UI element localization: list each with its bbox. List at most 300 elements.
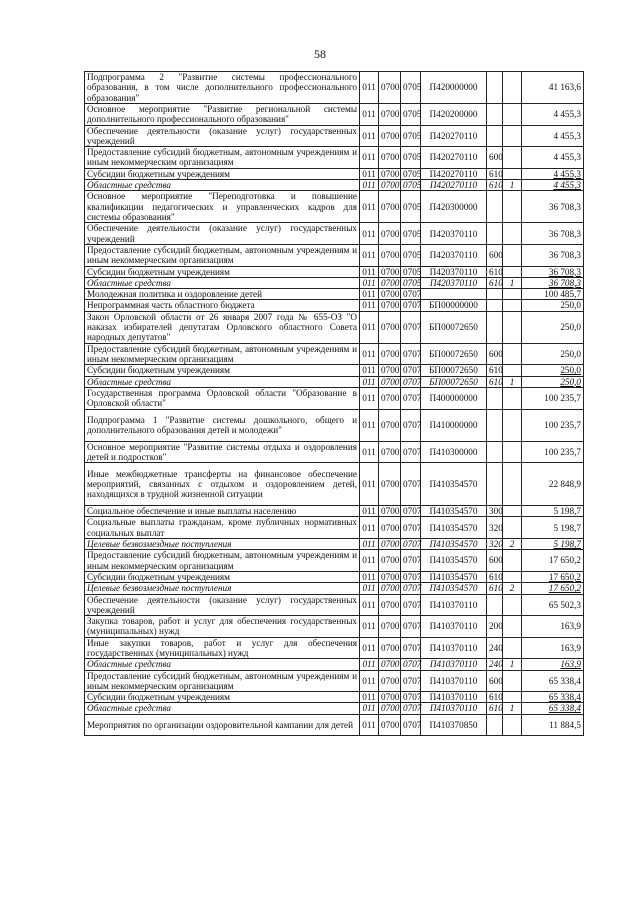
subsection-code: 0707 xyxy=(401,311,421,343)
ministry-code: 011 xyxy=(360,571,379,582)
funding-source-code: 1 xyxy=(503,180,522,191)
subsection-code: 0705 xyxy=(401,191,421,223)
section-code: 0700 xyxy=(379,376,401,387)
ministry-code: 011 xyxy=(360,409,379,441)
section-code: 0700 xyxy=(379,550,401,572)
row-name: Областные средства xyxy=(85,277,360,288)
table-row xyxy=(85,72,584,104)
section-code: 0700 xyxy=(379,703,401,714)
funding-source-code xyxy=(503,343,522,365)
funding-source-code: 1 xyxy=(503,659,522,670)
table-row xyxy=(85,223,584,245)
amount: 17 650,2 xyxy=(522,571,584,582)
table-row xyxy=(85,583,584,594)
target-article-code: П410354570 xyxy=(421,583,487,594)
subsection-code: 0707 xyxy=(401,409,421,441)
table-row xyxy=(85,343,584,365)
row-name: Субсидии бюджетным учреждениям xyxy=(85,266,360,277)
subsection-code: 0707 xyxy=(401,343,421,365)
expense-type-code xyxy=(487,311,503,343)
expense-type-code: 610 xyxy=(487,365,503,376)
table-row xyxy=(85,506,584,517)
subsection-code: 0707 xyxy=(401,365,421,376)
expense-type-code xyxy=(487,125,503,147)
amount: 36 708,3 xyxy=(522,244,584,266)
subsection-code: 0707 xyxy=(401,289,421,300)
table-row xyxy=(85,147,584,169)
target-article-code: БП00072650 xyxy=(421,365,487,376)
table-row xyxy=(85,191,584,223)
section-code: 0700 xyxy=(379,517,401,539)
amount: 250,0 xyxy=(522,343,584,365)
amount: 36 708,3 xyxy=(522,223,584,245)
table-row xyxy=(85,571,584,582)
target-article-code: П410370850 xyxy=(421,714,487,735)
expense-type-code xyxy=(487,714,503,735)
amount: 250,0 xyxy=(522,300,584,311)
row-name: Мероприятия по организации оздоровительной кампании для детей xyxy=(85,714,360,735)
expense-type-code: 600 xyxy=(487,550,503,572)
funding-source-code xyxy=(503,714,522,735)
expense-type-code xyxy=(487,463,503,506)
funding-source-code xyxy=(503,125,522,147)
target-article-code: П410354570 xyxy=(421,539,487,550)
funding-source-code xyxy=(503,191,522,223)
table-row xyxy=(85,180,584,191)
expense-type-code xyxy=(487,104,503,126)
target-article-code: П420270110 xyxy=(421,180,487,191)
expense-type-code: 600 xyxy=(487,670,503,692)
section-code: 0700 xyxy=(379,168,401,179)
budget-table xyxy=(84,71,584,736)
funding-source-code xyxy=(503,311,522,343)
target-article-code: П410370110 xyxy=(421,692,487,703)
table-row xyxy=(85,266,584,277)
row-name: Подпрограмма 1 "Развитие системы дошкольного, общего и дополнительного образования детей и молодежи" xyxy=(85,409,360,441)
expense-type-code: 610 xyxy=(487,168,503,179)
amount: 250,0 xyxy=(522,376,584,387)
row-name: Непрограммная часть областного бюджета xyxy=(85,300,360,311)
section-code: 0700 xyxy=(379,463,401,506)
expense-type-code: 610 xyxy=(487,703,503,714)
ministry-code: 011 xyxy=(360,637,379,659)
expense-type-code: 610 xyxy=(487,376,503,387)
row-name: Молодежная политика и оздоровление детей xyxy=(85,289,360,300)
row-name: Субсидии бюджетным учреждениям xyxy=(85,692,360,703)
row-name: Основное мероприятие "Переподготовка и повышение квалификации педагогических и управленческих кадров для системы образования" xyxy=(85,191,360,223)
amount: 250,0 xyxy=(522,365,584,376)
row-name: Социальные выплаты гражданам, кроме публичных нормативных социальных выплат xyxy=(85,517,360,539)
section-code: 0700 xyxy=(379,147,401,169)
subsection-code: 0707 xyxy=(401,692,421,703)
ministry-code: 011 xyxy=(360,168,379,179)
ministry-code: 011 xyxy=(360,300,379,311)
amount: 36 708,3 xyxy=(522,191,584,223)
row-name: Обеспечение деятельности (оказание услуг) государственных учреждений xyxy=(85,223,360,245)
section-code: 0700 xyxy=(379,104,401,126)
target-article-code: П420270110 xyxy=(421,125,487,147)
table-row xyxy=(85,277,584,288)
ministry-code: 011 xyxy=(360,180,379,191)
subsection-code: 0707 xyxy=(401,517,421,539)
section-code: 0700 xyxy=(379,365,401,376)
funding-source-code xyxy=(503,244,522,266)
target-article-code: П420370110 xyxy=(421,266,487,277)
subsection-code: 0705 xyxy=(401,244,421,266)
table-row xyxy=(85,692,584,703)
ministry-code: 011 xyxy=(360,463,379,506)
expense-type-code xyxy=(487,409,503,441)
target-article-code: П410370110 xyxy=(421,670,487,692)
section-code: 0700 xyxy=(379,223,401,245)
row-name: Обеспечение деятельности (оказание услуг) государственных учреждений xyxy=(85,594,360,616)
ministry-code: 011 xyxy=(360,266,379,277)
section-code: 0700 xyxy=(379,277,401,288)
amount: 4 455,3 xyxy=(522,125,584,147)
expense-type-code: 200 xyxy=(487,616,503,638)
expense-type-code: 610 xyxy=(487,571,503,582)
subsection-code: 0707 xyxy=(401,670,421,692)
amount: 4 455,3 xyxy=(522,180,584,191)
section-code: 0700 xyxy=(379,387,401,409)
row-name: Целевые безвозмездные поступления xyxy=(85,539,360,550)
target-article-code: П400000000 xyxy=(421,387,487,409)
funding-source-code: 2 xyxy=(503,583,522,594)
section-code: 0700 xyxy=(379,266,401,277)
ministry-code: 011 xyxy=(360,244,379,266)
ministry-code: 011 xyxy=(360,517,379,539)
expense-type-code: 320 xyxy=(487,517,503,539)
target-article-code xyxy=(421,289,487,300)
funding-source-code xyxy=(503,670,522,692)
amount: 36 708,3 xyxy=(522,266,584,277)
amount: 4 455,3 xyxy=(522,168,584,179)
table-row xyxy=(85,244,584,266)
amount: 4 455,3 xyxy=(522,104,584,126)
amount: 5 198,7 xyxy=(522,506,584,517)
amount: 100 485,7 xyxy=(522,289,584,300)
budget-table-body xyxy=(85,72,584,736)
section-code: 0700 xyxy=(379,125,401,147)
expense-type-code: 320 xyxy=(487,539,503,550)
table-row xyxy=(85,441,584,463)
amount: 65 338,4 xyxy=(522,692,584,703)
expense-type-code: 240 xyxy=(487,637,503,659)
funding-source-code: 1 xyxy=(503,277,522,288)
section-code: 0700 xyxy=(379,583,401,594)
section-code: 0700 xyxy=(379,191,401,223)
ministry-code: 011 xyxy=(360,387,379,409)
section-code: 0700 xyxy=(379,670,401,692)
amount: 17 650,2 xyxy=(522,583,584,594)
subsection-code: 0707 xyxy=(401,300,421,311)
ministry-code: 011 xyxy=(360,311,379,343)
funding-source-code xyxy=(503,550,522,572)
amount: 41 163,6 xyxy=(522,72,584,104)
ministry-code: 011 xyxy=(360,289,379,300)
amount: 250,0 xyxy=(522,311,584,343)
target-article-code: П410370110 xyxy=(421,637,487,659)
funding-source-code: 2 xyxy=(503,539,522,550)
funding-source-code xyxy=(503,289,522,300)
row-name: Предоставление субсидий бюджетным, автономным учреждениям и иным некоммерческим организациям xyxy=(85,343,360,365)
ministry-code: 011 xyxy=(360,343,379,365)
subsection-code: 0707 xyxy=(401,594,421,616)
funding-source-code xyxy=(503,637,522,659)
ministry-code: 011 xyxy=(360,441,379,463)
row-name: Областные средства xyxy=(85,180,360,191)
ministry-code: 011 xyxy=(360,277,379,288)
ministry-code: 011 xyxy=(360,714,379,735)
expense-type-code xyxy=(487,289,503,300)
expense-type-code: 610 xyxy=(487,692,503,703)
ministry-code: 011 xyxy=(360,147,379,169)
amount: 163,9 xyxy=(522,616,584,638)
target-article-code: П420370110 xyxy=(421,223,487,245)
subsection-code: 0707 xyxy=(401,616,421,638)
table-row xyxy=(85,387,584,409)
expense-type-code: 600 xyxy=(487,147,503,169)
ministry-code: 011 xyxy=(360,583,379,594)
ministry-code: 011 xyxy=(360,376,379,387)
funding-source-code: 1 xyxy=(503,376,522,387)
amount: 163,9 xyxy=(522,659,584,670)
table-row xyxy=(85,539,584,550)
row-name: Предоставление субсидий бюджетным, автономным учреждениям и иным некоммерческим организациям xyxy=(85,670,360,692)
table-row xyxy=(85,517,584,539)
table-row xyxy=(85,365,584,376)
amount: 100 235,7 xyxy=(522,387,584,409)
target-article-code: П410370110 xyxy=(421,703,487,714)
ministry-code: 011 xyxy=(360,191,379,223)
section-code: 0700 xyxy=(379,506,401,517)
section-code: 0700 xyxy=(379,409,401,441)
expense-type-code: 240 xyxy=(487,659,503,670)
section-code: 0700 xyxy=(379,244,401,266)
row-name: Обеспечение деятельности (оказание услуг) государственных учреждений xyxy=(85,125,360,147)
target-article-code: П420000000 xyxy=(421,72,487,104)
row-name: Основное мероприятие "Развитие региональной системы дополнительного профессионального образования" xyxy=(85,104,360,126)
target-article-code: П420300000 xyxy=(421,191,487,223)
table-row xyxy=(85,125,584,147)
ministry-code: 011 xyxy=(360,539,379,550)
row-name: Основное мероприятие "Развитие системы отдыха и оздоровления детей и подростков" xyxy=(85,441,360,463)
target-article-code: П420270110 xyxy=(421,147,487,169)
section-code: 0700 xyxy=(379,659,401,670)
expense-type-code xyxy=(487,223,503,245)
expense-type-code: 600 xyxy=(487,343,503,365)
funding-source-code xyxy=(503,104,522,126)
ministry-code: 011 xyxy=(360,104,379,126)
table-row xyxy=(85,616,584,638)
funding-source-code: 1 xyxy=(503,703,522,714)
section-code: 0700 xyxy=(379,72,401,104)
table-row xyxy=(85,463,584,506)
target-article-code: П410354570 xyxy=(421,463,487,506)
section-code: 0700 xyxy=(379,289,401,300)
target-article-code: БП00072650 xyxy=(421,343,487,365)
funding-source-code xyxy=(503,692,522,703)
row-name: Иные закупки товаров, работ и услуг для обеспечения государственных (муниципальных) нужд xyxy=(85,637,360,659)
funding-source-code xyxy=(503,594,522,616)
subsection-code: 0707 xyxy=(401,441,421,463)
section-code: 0700 xyxy=(379,539,401,550)
amount: 100 235,7 xyxy=(522,409,584,441)
section-code: 0700 xyxy=(379,594,401,616)
target-article-code: П420200000 xyxy=(421,104,487,126)
target-article-code: П420370110 xyxy=(421,277,487,288)
target-article-code: БП00000000 xyxy=(421,300,487,311)
expense-type-code: 610 xyxy=(487,266,503,277)
subsection-code: 0707 xyxy=(401,637,421,659)
table-row xyxy=(85,594,584,616)
target-article-code: П410354570 xyxy=(421,506,487,517)
expense-type-code xyxy=(487,300,503,311)
expense-type-code: 610 xyxy=(487,277,503,288)
row-name: Подпрограмма 2 "Развитие системы профессионального образования, в том числе дополнительного профессионального образования" xyxy=(85,72,360,104)
funding-source-code xyxy=(503,409,522,441)
row-name: Субсидии бюджетным учреждениям xyxy=(85,168,360,179)
funding-source-code xyxy=(503,517,522,539)
target-article-code: П410354570 xyxy=(421,550,487,572)
expense-type-code xyxy=(487,441,503,463)
target-article-code: П420270110 xyxy=(421,168,487,179)
table-row xyxy=(85,703,584,714)
table-row xyxy=(85,168,584,179)
table-row xyxy=(85,104,584,126)
subsection-code: 0707 xyxy=(401,539,421,550)
table-row xyxy=(85,311,584,343)
funding-source-code xyxy=(503,266,522,277)
amount: 11 884,5 xyxy=(522,714,584,735)
funding-source-code xyxy=(503,506,522,517)
ministry-code: 011 xyxy=(360,659,379,670)
amount: 163,9 xyxy=(522,637,584,659)
ministry-code: 011 xyxy=(360,692,379,703)
target-article-code: П410370110 xyxy=(421,594,487,616)
page-number: 58 xyxy=(314,47,326,61)
expense-type-code: 300 xyxy=(487,506,503,517)
subsection-code: 0707 xyxy=(401,550,421,572)
funding-source-code xyxy=(503,463,522,506)
row-name: Предоставление субсидий бюджетным, автономным учреждениям и иным некоммерческим организациям xyxy=(85,244,360,266)
section-code: 0700 xyxy=(379,180,401,191)
funding-source-code xyxy=(503,72,522,104)
funding-source-code xyxy=(503,387,522,409)
amount: 65 338,4 xyxy=(522,670,584,692)
row-name: Закупка товаров, работ и услуг для обеспечения государственных (муниципальных) нужд xyxy=(85,616,360,638)
table-row xyxy=(85,670,584,692)
row-name: Социальное обеспечение и иные выплаты населению xyxy=(85,506,360,517)
subsection-code: 0707 xyxy=(401,583,421,594)
subsection-code: 0705 xyxy=(401,104,421,126)
subsection-code: 0705 xyxy=(401,168,421,179)
table-row xyxy=(85,714,584,735)
amount: 36 708,3 xyxy=(522,277,584,288)
expense-type-code: 610 xyxy=(487,583,503,594)
expense-type-code xyxy=(487,191,503,223)
target-article-code: П410300000 xyxy=(421,441,487,463)
subsection-code: 0705 xyxy=(401,125,421,147)
section-code: 0700 xyxy=(379,616,401,638)
amount: 65 502,3 xyxy=(522,594,584,616)
amount: 100 235,7 xyxy=(522,441,584,463)
row-name: Целевые безвозмездные поступления xyxy=(85,583,360,594)
target-article-code: П410370110 xyxy=(421,616,487,638)
expense-type-code xyxy=(487,387,503,409)
ministry-code: 011 xyxy=(360,616,379,638)
section-code: 0700 xyxy=(379,300,401,311)
row-name: Областные средства xyxy=(85,376,360,387)
ministry-code: 011 xyxy=(360,550,379,572)
ministry-code: 011 xyxy=(360,125,379,147)
funding-source-code xyxy=(503,300,522,311)
amount: 22 848,9 xyxy=(522,463,584,506)
row-name: Государственная программа Орловской области "Образование в Орловской области" xyxy=(85,387,360,409)
target-article-code: П410000000 xyxy=(421,409,487,441)
row-name: Субсидии бюджетным учреждениям xyxy=(85,365,360,376)
target-article-code: БП00072650 xyxy=(421,376,487,387)
ministry-code: 011 xyxy=(360,506,379,517)
subsection-code: 0705 xyxy=(401,147,421,169)
amount: 17 650,2 xyxy=(522,550,584,572)
amount: 5 198,7 xyxy=(522,539,584,550)
table-row xyxy=(85,300,584,311)
subsection-code: 0705 xyxy=(401,72,421,104)
row-name: Иные межбюджетные трансферты на финансовое обеспечение мероприятий, связанных с отдыхом и оздоровлением детей, находящихся в трудной жизненной ситуации xyxy=(85,463,360,506)
table-row xyxy=(85,409,584,441)
section-code: 0700 xyxy=(379,311,401,343)
row-name: Субсидии бюджетным учреждениям xyxy=(85,571,360,582)
section-code: 0700 xyxy=(379,571,401,582)
table-row xyxy=(85,637,584,659)
expense-type-code xyxy=(487,594,503,616)
funding-source-code xyxy=(503,168,522,179)
ministry-code: 011 xyxy=(360,72,379,104)
subsection-code: 0705 xyxy=(401,180,421,191)
expense-type-code: 600 xyxy=(487,244,503,266)
table-row xyxy=(85,376,584,387)
row-name: Областные средства xyxy=(85,659,360,670)
target-article-code: П420370110 xyxy=(421,244,487,266)
section-code: 0700 xyxy=(379,637,401,659)
table-row xyxy=(85,659,584,670)
table-row xyxy=(85,550,584,572)
funding-source-code xyxy=(503,223,522,245)
subsection-code: 0707 xyxy=(401,463,421,506)
section-code: 0700 xyxy=(379,692,401,703)
subsection-code: 0705 xyxy=(401,223,421,245)
section-code: 0700 xyxy=(379,343,401,365)
target-article-code: П410370110 xyxy=(421,659,487,670)
subsection-code: 0707 xyxy=(401,714,421,735)
target-article-code: П410354570 xyxy=(421,517,487,539)
target-article-code: П410354570 xyxy=(421,571,487,582)
subsection-code: 0707 xyxy=(401,376,421,387)
amount: 4 455,3 xyxy=(522,147,584,169)
funding-source-code xyxy=(503,616,522,638)
row-name: Предоставление субсидий бюджетным, автономным учреждениям и иным некоммерческим организациям xyxy=(85,550,360,572)
row-name: Закон Орловской области от 26 января 2007 года № 655-ОЗ "О наказах избирателей депутатам Орловского областного Совета народных депутатов" xyxy=(85,311,360,343)
subsection-code: 0707 xyxy=(401,571,421,582)
funding-source-code xyxy=(503,147,522,169)
expense-type-code xyxy=(487,72,503,104)
section-code: 0700 xyxy=(379,441,401,463)
funding-source-code xyxy=(503,571,522,582)
subsection-code: 0707 xyxy=(401,506,421,517)
target-article-code: БП00072650 xyxy=(421,311,487,343)
subsection-code: 0705 xyxy=(401,277,421,288)
